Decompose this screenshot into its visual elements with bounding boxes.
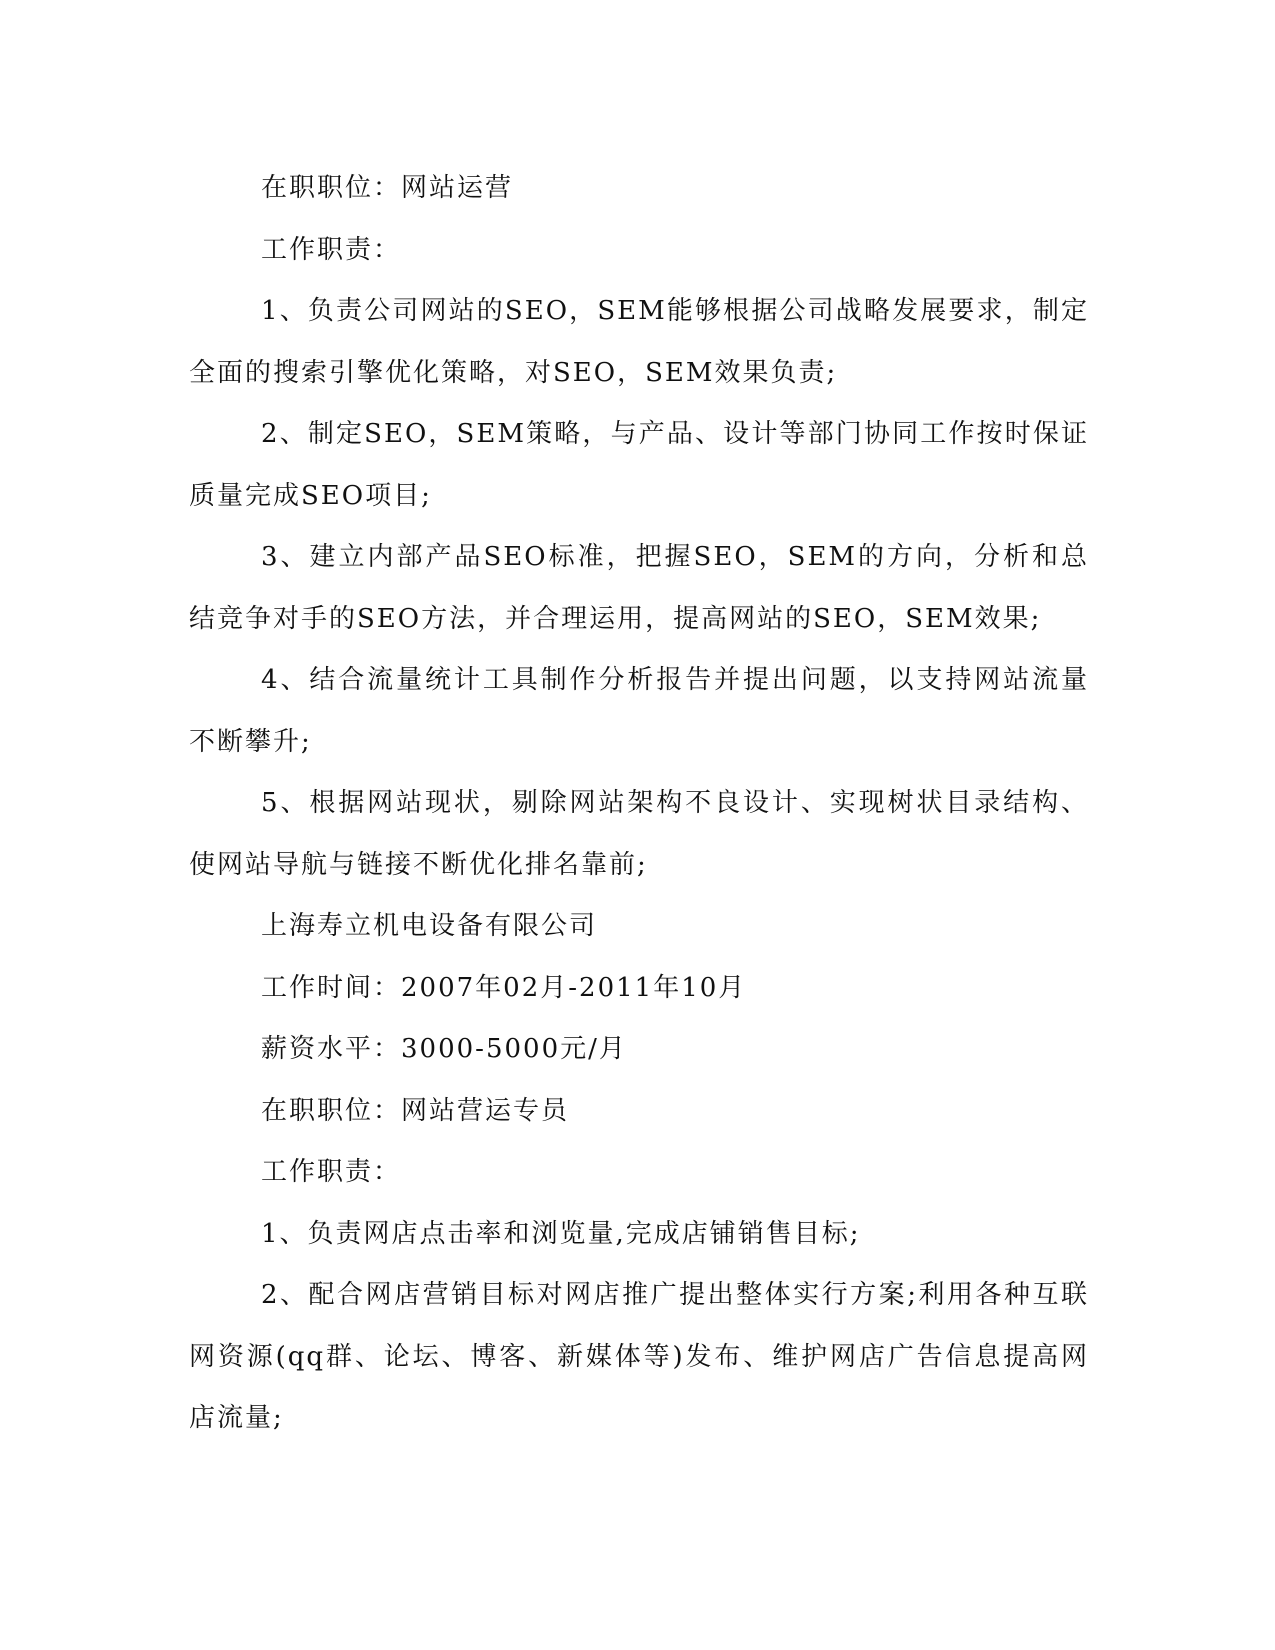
duty-item: 3、建立内部产品SEO标准，把握SEO，SEM的方向，分析和总结竞争对手的SEO方法，并合理运用，提高网站的SEO，SEM效果;	[189, 542, 1089, 634]
work-period: 工作时间：2007年02月-2011年10月	[261, 972, 747, 1003]
document-body	[189, 158, 1089, 1450]
duty-item: 2、配合网店营销目标对网店推广提出整体实行方案;利用各种互联网资源(qq群、论坛、博客、新媒体等)发布、维护网店广告信息提高网店流量;	[189, 1280, 1089, 1433]
position-line: 在职职位：网站运营	[261, 173, 514, 203]
duty-item: 2、制定SEO，SEM策略，与产品、设计等部门协同工作按时保证质量完成SEO项目;	[189, 419, 1089, 511]
duties-heading: 工作职责：	[261, 234, 402, 265]
position-line: 在职职位：网站营运专员	[261, 1095, 570, 1126]
duty-item: 1、负责网店点击率和浏览量,完成店铺销售目标;	[261, 1218, 861, 1249]
duties-heading: 工作职责：	[261, 1157, 402, 1187]
company-name: 上海寿立机电设备有限公司	[261, 911, 598, 941]
duty-item: 1、负责公司网站的SEO，SEM能够根据公司战略发展要求，制定全面的搜索引擎优化策略，对SEO，SEM效果负责;	[189, 296, 1089, 388]
salary-level: 薪资水平：3000-5000元/月	[261, 1034, 627, 1064]
duty-item: 5、根据网站现状，剔除网站架构不良设计、实现树状目录结构、使网站导航与链接不断优化排名靠前;	[189, 788, 1089, 880]
duty-item: 4、结合流量统计工具制作分析报告并提出问题，以支持网站流量不断攀升;	[189, 665, 1089, 757]
